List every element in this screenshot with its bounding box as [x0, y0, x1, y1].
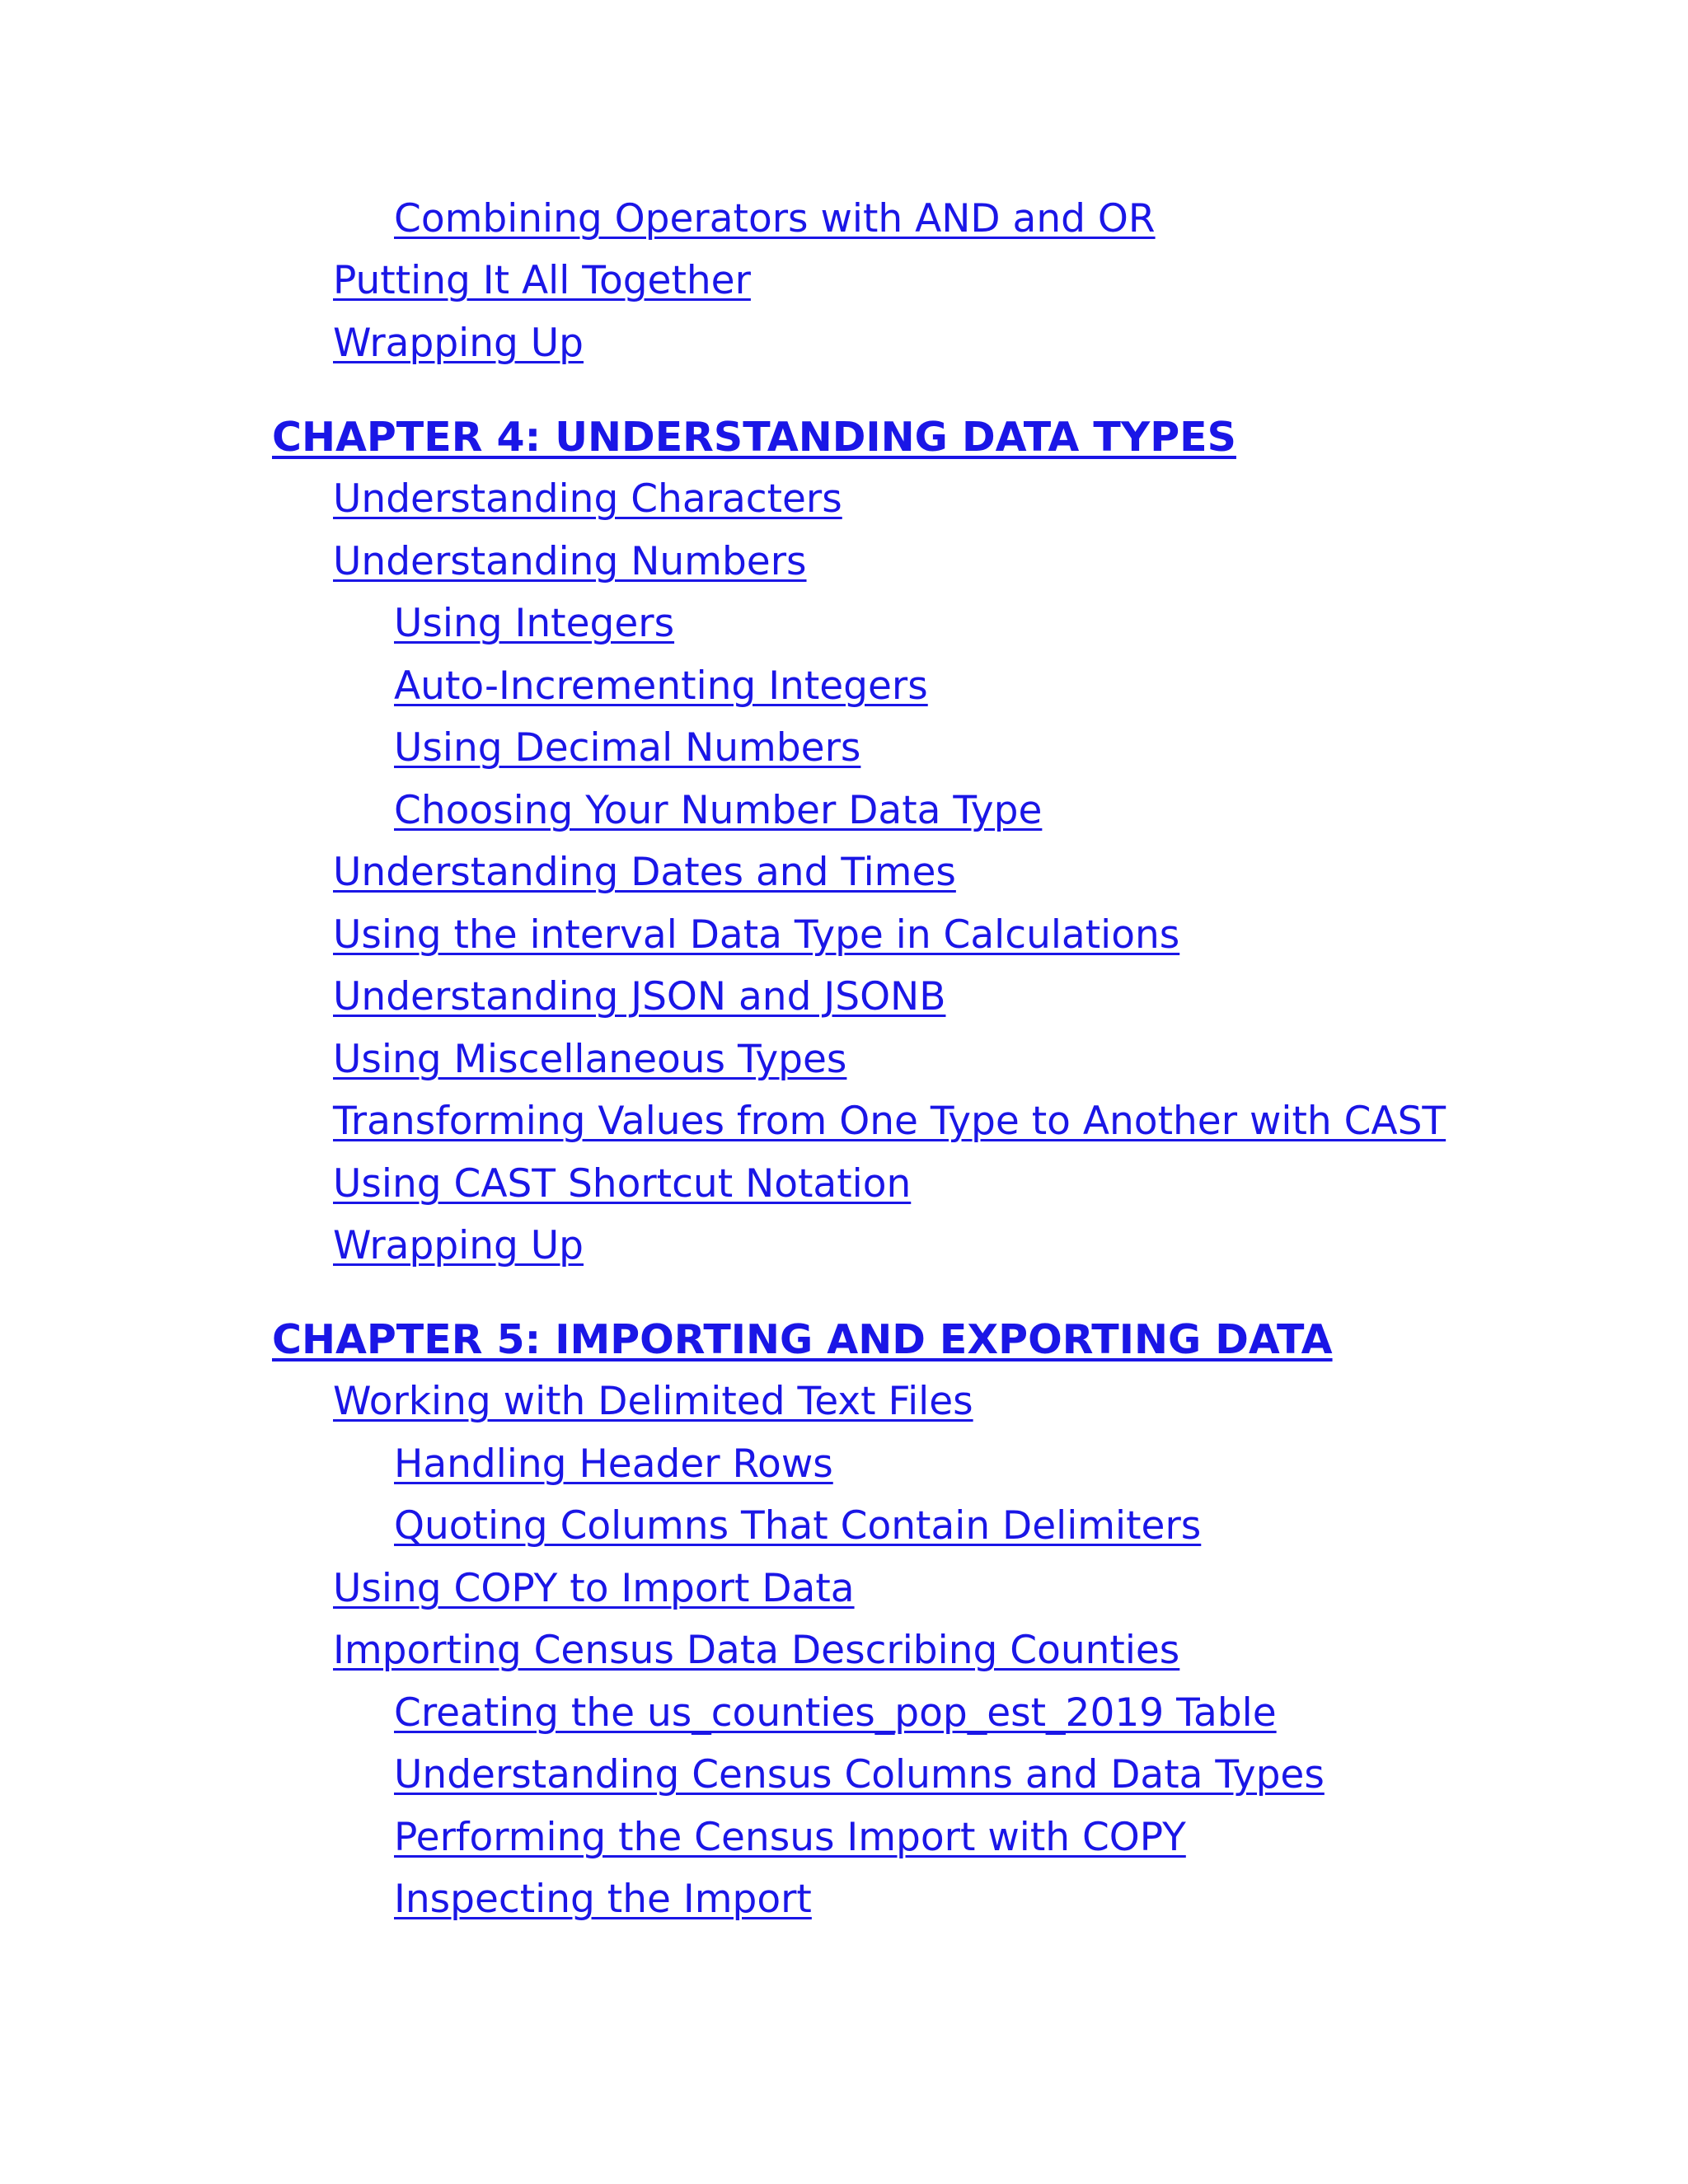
toc-link[interactable]: Understanding Characters: [333, 476, 842, 522]
toc-link[interactable]: Quoting Columns That Contain Delimiters: [394, 1503, 1202, 1549]
toc-link[interactable]: Using the interval Data Type in Calculations: [333, 912, 1180, 958]
toc-link[interactable]: Using CAST Shortcut Notation: [333, 1161, 912, 1207]
toc-link[interactable]: Using Decimal Numbers: [394, 725, 861, 771]
toc-link[interactable]: Using Integers: [394, 601, 675, 646]
toc-link[interactable]: Importing Census Data Describing Counties: [333, 1628, 1180, 1673]
toc-link[interactable]: Combining Operators with AND and OR: [394, 196, 1156, 241]
toc-link[interactable]: Choosing Your Number Data Type: [394, 788, 1043, 833]
toc-link[interactable]: Using COPY to Import Data: [333, 1566, 855, 1611]
toc-chapter-link[interactable]: CHAPTER 4: UNDERSTANDING DATA TYPES: [272, 414, 1236, 461]
toc-link[interactable]: Transforming Values from One Type to Another with CAST: [333, 1099, 1447, 1144]
toc-link[interactable]: Creating the us_counties_pop_est_2019 Table: [394, 1690, 1277, 1736]
toc-link[interactable]: Understanding JSON and JSONB: [333, 974, 946, 1019]
toc-link[interactable]: Performing the Census Import with COPY: [394, 1815, 1186, 1860]
toc-link[interactable]: Understanding Numbers: [333, 539, 807, 584]
toc-link[interactable]: Inspecting the Import: [394, 1877, 812, 1922]
toc-link[interactable]: Putting It All Together: [333, 258, 751, 303]
toc-link[interactable]: Understanding Dates and Times: [333, 850, 956, 895]
toc-link[interactable]: Working with Delimited Text Files: [333, 1379, 973, 1424]
toc-chapter-link[interactable]: CHAPTER 5: IMPORTING AND EXPORTING DATA: [272, 1316, 1333, 1363]
toc-link[interactable]: Understanding Census Columns and Data Types: [394, 1752, 1325, 1797]
toc-link[interactable]: Auto-Incrementing Integers: [394, 663, 928, 709]
toc-link[interactable]: Wrapping Up: [333, 321, 584, 366]
toc-link[interactable]: Handling Header Rows: [394, 1441, 833, 1487]
toc-link[interactable]: Wrapping Up: [333, 1223, 584, 1268]
toc-link[interactable]: Using Miscellaneous Types: [333, 1037, 847, 1082]
